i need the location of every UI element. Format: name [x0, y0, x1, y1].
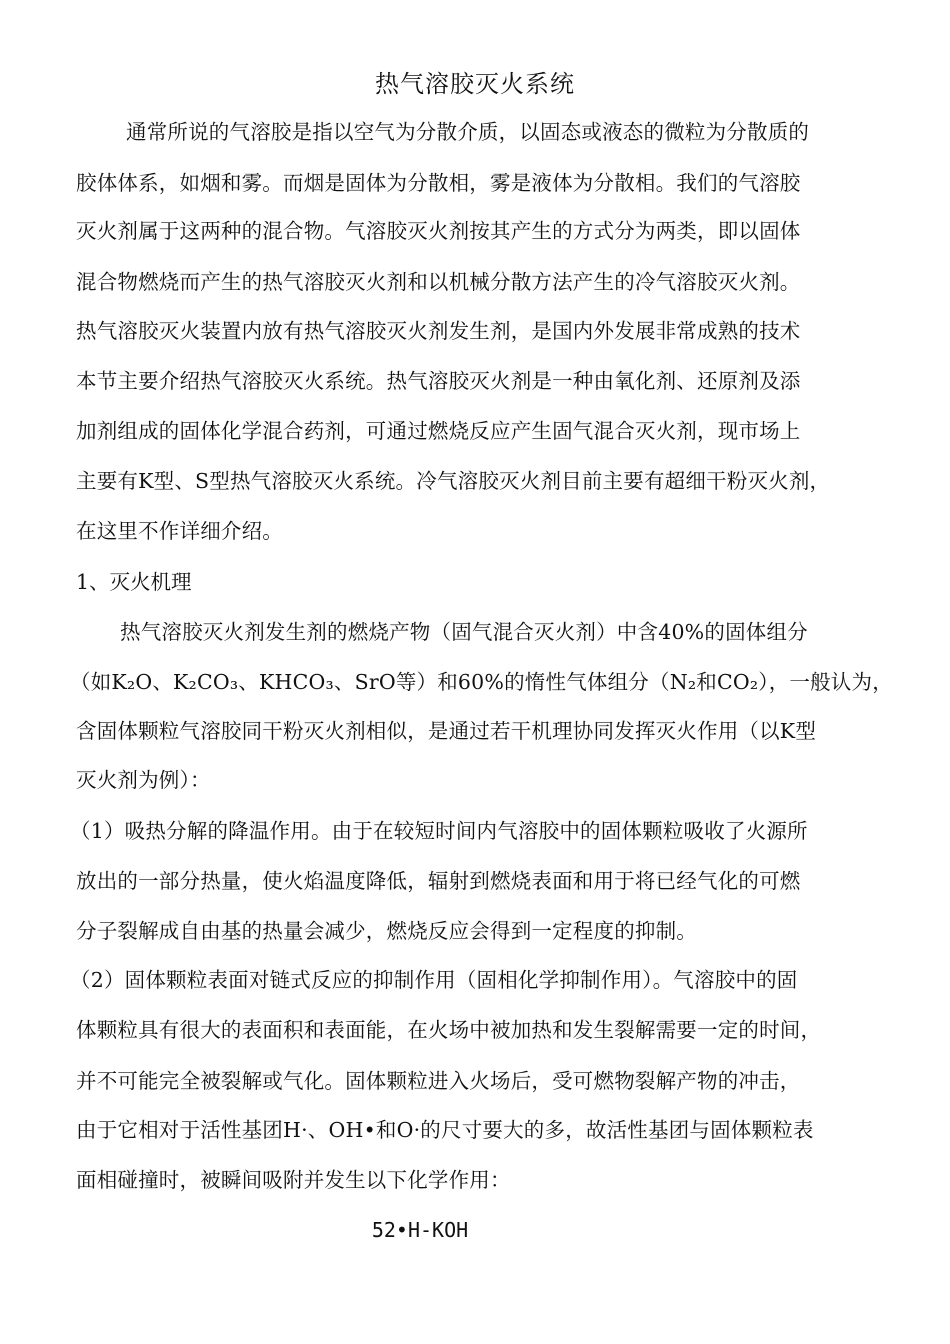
document-title: 热气溶胶灭火系统 [375, 70, 575, 98]
intro-line: 本节主要介绍热气溶胶灭火系统。热气溶胶灭火剂是一种由氧化剂、还原剂及添 [76, 369, 801, 393]
point1-line: （1）吸热分解的降温作用。由于在较短时间内气溶胶中的固体颗粒吸收了火源所 [70, 819, 808, 843]
point2-line: 并不可能完全被裂解或气化。固体颗粒进入火场后，受可燃物裂解产物的冲击， [76, 1069, 801, 1093]
intro-line: 混合物燃烧而产生的热气溶胶灭火剂和以机械分散方法产生的冷气溶胶灭火剂。 [76, 270, 801, 294]
intro-line: 通常所说的气溶胶是指以空气为分散介质，以固态或液态的微粒为分散质的 [126, 120, 810, 144]
mechanism-line: 灭火剂为例）： [76, 768, 211, 792]
point2-line: 由于它相对于活性基团H·、OH•和O·的尺寸要大的多，故活性基团与固体颗粒表 [76, 1118, 814, 1142]
mechanism-line: （如K₂O、K₂CO₃、KHCO₃、SrO等）和60%的惰性气体组分（N₂和CO₂），一般认为， [70, 670, 893, 694]
point1-line: 放出的一部分热量，使火焰温度降低，辐射到燃烧表面和用于将已经气化的可燃 [76, 869, 801, 893]
mechanism-line: 热气溶胶灭火剂发生剂的燃烧产物（固气混合灭火剂）中含40%的固体组分 [120, 620, 808, 644]
intro-line: 加剂组成的固体化学混合药剂，可通过燃烧反应产生固气混合灭火剂，现市场上 [76, 419, 801, 443]
chemical-formula: 52•H-KOH [371, 1218, 469, 1242]
intro-line: 灭火剂属于这两种的混合物。气溶胶灭火剂按其产生的方式分为两类，即以固体 [76, 219, 801, 243]
intro-line: 在这里不作详细介绍。 [76, 519, 283, 543]
point2-line: 面相碰撞时，被瞬间吸附并发生以下化学作用： [76, 1168, 511, 1192]
intro-line: 胶体体系，如烟和雾。而烟是固体为分散相，雾是液体为分散相。我们的气溶胶 [76, 171, 801, 195]
point2-line: （2）固体颗粒表面对链式反应的抑制作用（固相化学抑制作用）。气溶胶中的固 [70, 968, 798, 992]
point1-line: 分子裂解成自由基的热量会减少，燃烧反应会得到一定程度的抑制。 [76, 919, 697, 943]
mechanism-line: 含固体颗粒气溶胶同干粉灭火剂相似，是通过若干机理协同发挥灭火作用（以K型 [76, 719, 817, 743]
intro-line: 热气溶胶灭火装置内放有热气溶胶灭火剂发生剂，是国内外发展非常成熟的技术 [76, 319, 801, 343]
section-heading: 1、灭火机理 [76, 570, 192, 594]
intro-line: 主要有K型、S型热气溶胶灭火系统。冷气溶胶灭火剂目前主要有超细干粉灭火剂， [76, 469, 831, 493]
point2-line: 体颗粒具有很大的表面积和表面能，在火场中被加热和发生裂解需要一定的时间， [76, 1018, 822, 1042]
